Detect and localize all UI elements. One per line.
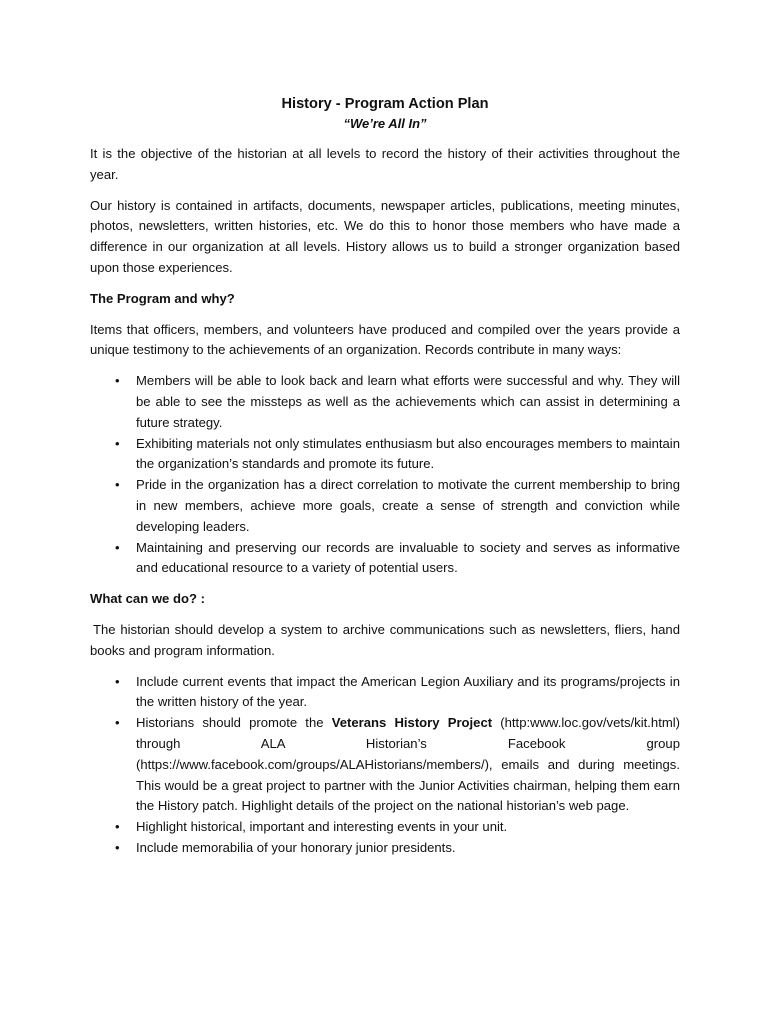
list-item-veterans-history [136,713,680,817]
list-item: • Include current events that impact the American Legion Auxiliary and its programs/projects in the written history of the year. [136,672,680,714]
section-heading-what-can-we-do: What can we do? : [90,591,205,607]
list-item: • Exhibiting materials not only stimulates enthusiasm but also encourages members to maintain the organization’s standards and promote its future. [136,434,680,476]
actions-bullet-list [90,672,680,859]
intro-paragraph-2: Our history is contained in artifacts, documents, newspaper articles, publications, meeting minutes, photos, newsletters, written histories, etc. We do this to honor those members who have made a difference in our organization at all levels. History allows us to build a stronger organization based upon those experiences. [90,197,680,275]
list-item: • Include memorabilia of your honorary junior presidents. [136,838,680,859]
program-bullet-list [90,371,680,579]
list-item: • Pride in the organization has a direct correlation to motivate the current membership to bring in new members, achieve more goals, create a sense of strength and conviction while developing leaders. [136,475,680,537]
document-title: History - Program Action Plan [281,96,489,112]
intro-paragraph-1: It is the objective of the historian at all levels to record the history of their activities throughout the year. [90,146,680,182]
veterans-detail-text: (http:www.loc.gov/vets/kit.html) through ALA Historian’s Facebook group (https://www.facebook.com/groups/ALAHistorians/members/), emails and during meetings. This would be a great project to partner with the Junior Activities chairman, helping them earn the History patch. Highlight details of the project on the national historian’s web page. [136,715,681,814]
list-item: • Members will be able to look back and learn what efforts were successful and why. They will be able to see the missteps as well as the achievements which can assist in determining a future strategy. [136,371,680,433]
list-item: • Maintaining and preserving our records are invaluable to society and serves as informative and educational resource to a variety of potential users. [136,538,680,580]
what-can-we-do-paragraph: The historian should develop a system to archive communications such as newsletters, fliers, hand books and program information. [90,621,680,658]
section-heading-program: The Program and why? [90,290,235,306]
veterans-history-project: Veterans History Project [331,715,493,731]
list-item: • Highlight historical, important and interesting events in your unit. [136,817,680,838]
document-subtitle: “We’re All In” [343,116,427,131]
program-paragraph: Items that officers, members, and volunteers have produced and compiled over the years provide a unique testimony to the achievements of an organization. Records contribute in many ways: [90,321,680,358]
veterans-lead-text: Historians should promote the [136,715,324,731]
